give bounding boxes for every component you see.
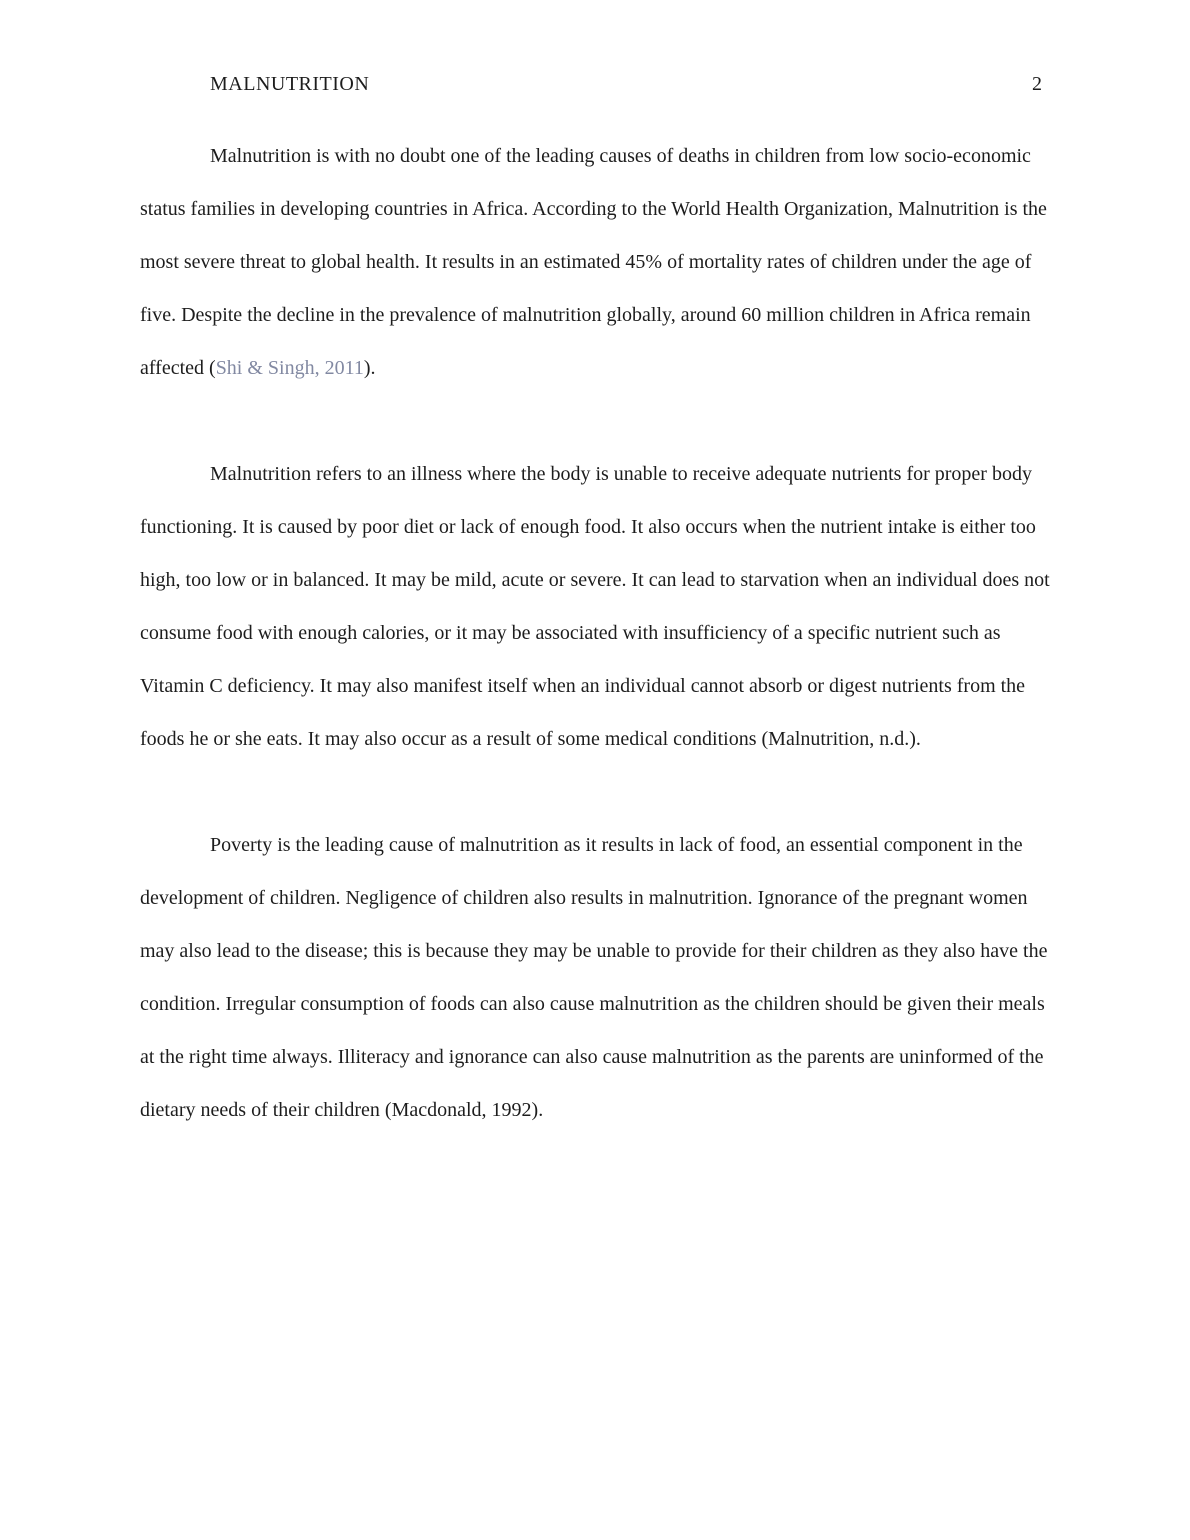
page-number: 2 — [1032, 73, 1042, 95]
paragraph-text: Malnutrition is with no doubt one of the leading causes of deaths in children from low socio-economic status families in developing countries in Africa. According to the World Health Organization, Malnutrition is the most severe threat to global health. It results in an estimated 45% of mortality rates of children under the age of five. Despite the decline in the prevalence of malnutrition globally, around 60 million children in Africa remain affected ( — [140, 145, 1047, 379]
running-head: MALNUTRITION — [210, 73, 370, 95]
page-header — [140, 72, 1050, 96]
paragraph-text: Malnutrition refers to an illness where the body is unable to receive adequate nutrients for proper body functioning. It is caused by poor diet or lack of enough food. It also occurs when the nutrient intake is either too high, too low or in balanced. It may be mild, acute or severe. It can lead to starvation when an individual does not consume food with enough calories, or it may be associated with insufficiency of a specific nutrient such as Vitamin C deficiency. It may also manifest itself when an individual cannot absorb or digest nutrients from the foods he or she eats. It may also occur as a result of some medical conditions (Malnutrition, n.d.). — [140, 463, 1050, 750]
paragraph-text: Poverty is the leading cause of malnutrition as it results in lack of food, an essential component in the development of children. Negligence of children also results in malnutrition. Ignorance of the pregnant women may also lead to the disease; this is because they may be unable to provide for their children as they also have the condition. Irregular consumption of foods can also cause malnutrition as the children should be given their meals at the right time always. Illiteracy and ignorance can also cause malnutrition as the parents are uninformed of the dietary needs of their children (Macdonald, 1992). — [140, 834, 1048, 1121]
document-body — [140, 130, 1050, 1137]
paragraph-causes — [140, 819, 1050, 1137]
paragraph-intro — [140, 130, 1050, 395]
paragraph-text-after: ). — [363, 357, 376, 379]
citation-link[interactable]: Shi & Singh, 2011 — [215, 357, 364, 379]
paragraph-definition — [140, 448, 1050, 766]
